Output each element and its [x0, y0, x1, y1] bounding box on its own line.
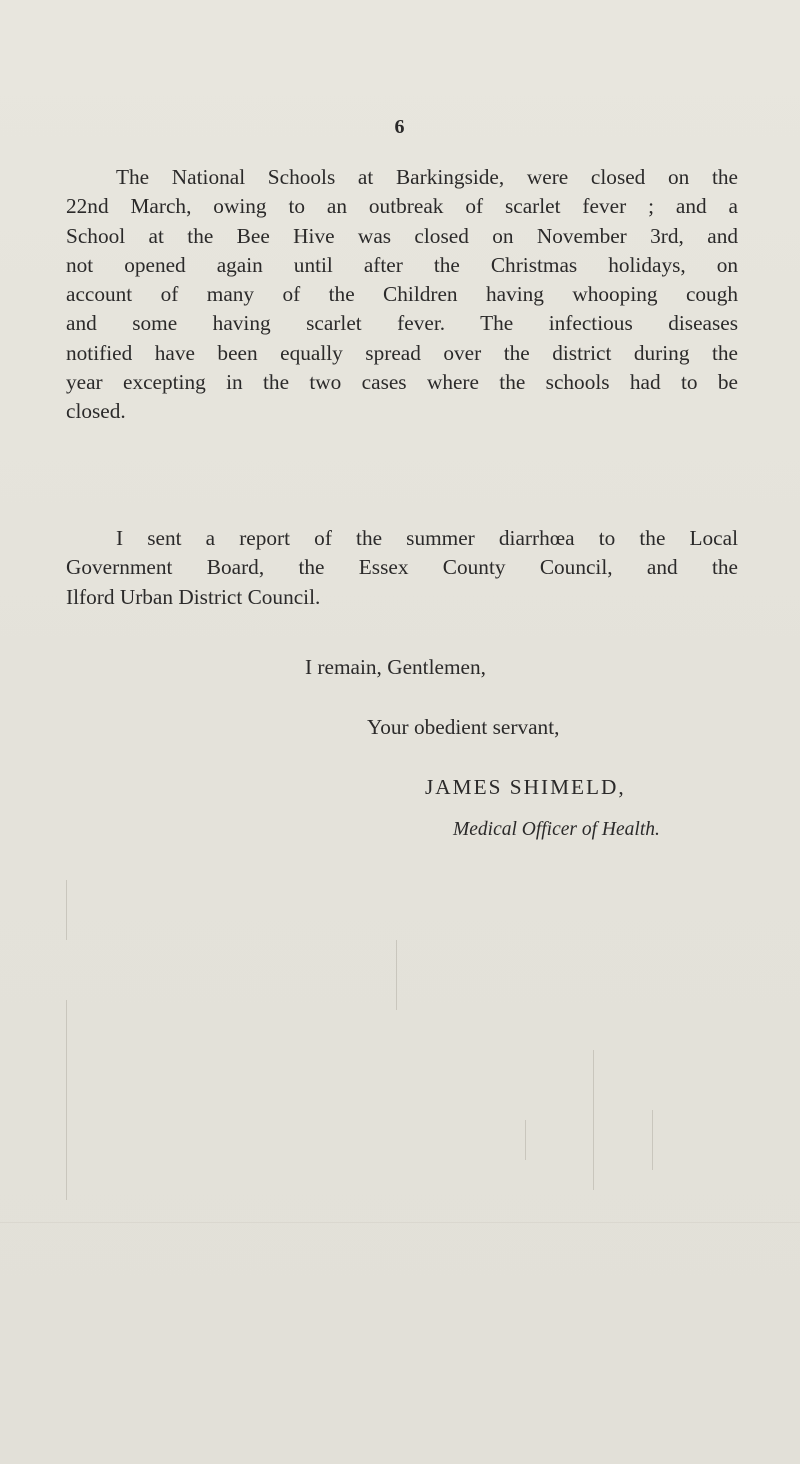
- text-line: Government Board, the Essex County Council, and the: [66, 555, 738, 580]
- paper-mark: [66, 1000, 67, 1200]
- paragraph-school-closures: [66, 163, 738, 427]
- text-line: School at the Bee Hive was closed on November 3rd, and: [66, 223, 738, 248]
- closing-servant: Your obedient servant,: [367, 715, 560, 739]
- closing-remain: I remain, Gentlemen,: [305, 655, 486, 679]
- text-line: I sent a report of the summer diarrhœa to the Local: [116, 526, 738, 550]
- paper-mark: [66, 880, 67, 940]
- text-line: closed.: [66, 399, 126, 424]
- paper-mark: [525, 1120, 526, 1160]
- text-line: account of many of the Children having whooping cough: [66, 282, 738, 307]
- paper-mark: [593, 1050, 594, 1190]
- paper-mark: [396, 940, 397, 1010]
- text-line: The National Schools at Barkingside, were closed on the: [116, 165, 738, 189]
- paragraph-diarrhoea-report: [66, 524, 738, 612]
- text-line: Ilford Urban District Council.: [66, 584, 321, 609]
- signatory-title: Medical Officer of Health.: [453, 819, 660, 840]
- text-line: year excepting in the two cases where the schools had to be: [66, 370, 738, 395]
- paper-mark: [0, 1222, 800, 1223]
- page-number: 6: [394, 116, 406, 138]
- signatory-name: JAMES SHIMELD,: [425, 775, 626, 799]
- text-line: and some having scarlet fever. The infectious diseases: [66, 311, 738, 336]
- text-line: not opened again until after the Christmas holidays, on: [66, 252, 738, 277]
- text-line: 22nd March, owing to an outbreak of scarlet fever ; and a: [66, 194, 738, 219]
- paper-mark: [652, 1110, 653, 1170]
- text-line: notified have been equally spread over the district during the: [66, 340, 738, 365]
